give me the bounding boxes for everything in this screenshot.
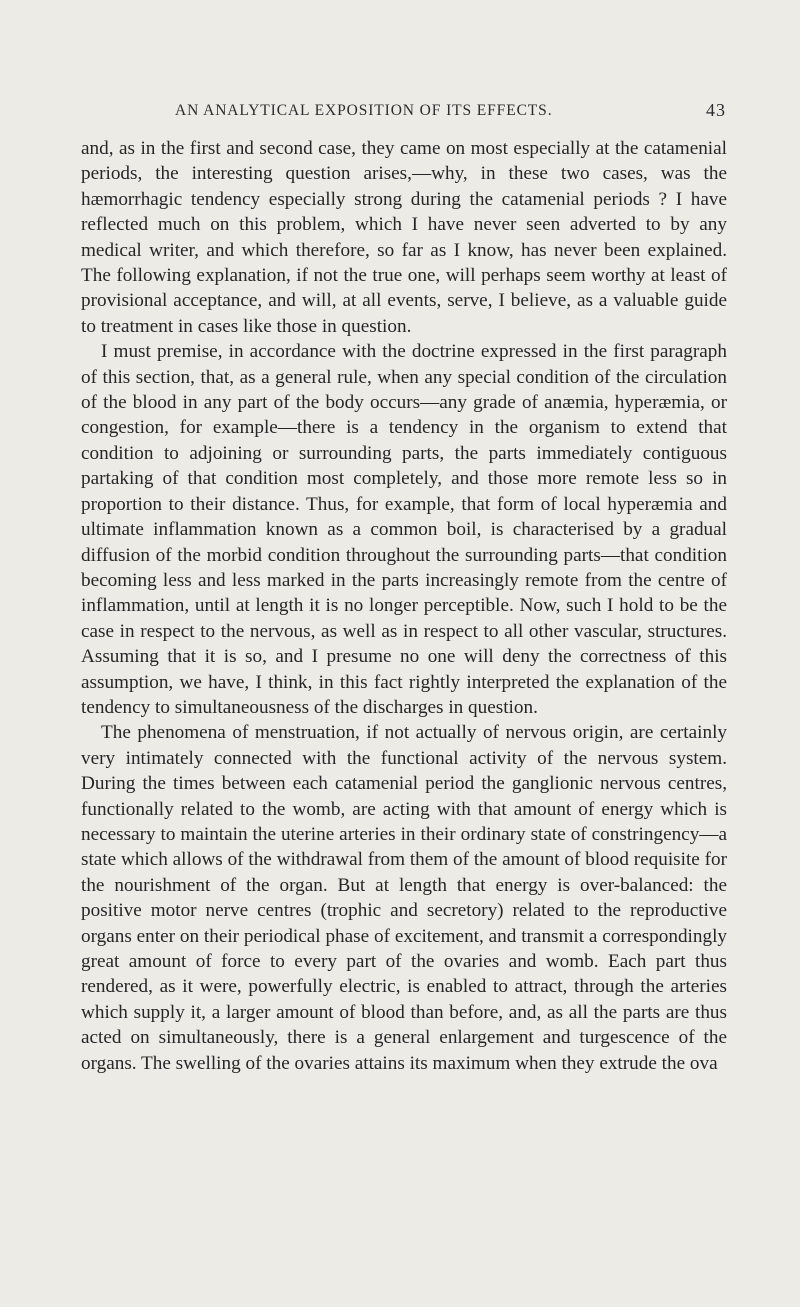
paragraph-continuation: and, as in the first and second case, they came on most especially at the catamenial periods, the interesting question arises,—why, in these two cases, was the hæmorrhagic tendency especially strong during the catamenial periods ? I have reflected much on this problem, which I have never seen adverted to by any medical writer, and which therefore, so far as I know, has never been explained. The following explanation, if not the true one, will perhaps seem worthy at least of provisional acceptance, and will, at all events, serve, I believe, as a valuable guide to treatment in cases like those in question. — [81, 138, 727, 337]
body-text — [81, 136, 727, 1076]
page-number: 43 — [706, 100, 726, 120]
running-title: AN ANALYTICAL EXPOSITION OF ITS EFFECTS. — [175, 102, 553, 119]
running-head — [0, 100, 800, 126]
paragraph-premise: I must premise, in accordance with the doctrine expressed in the first paragraph of this section, that, as a general rule, when any special condition of the circulation of the blood in any part of the body occurs—any grade of anæmia, hyperæmia, or congestion, for example—there is a tendency in the organism to extend that condition to adjoining or surrounding parts, the parts immediately contiguous partaking of that condition most completely, and those more remote less so in proportion to their distance. Thus, for example, that form of local hyperæmia and ultimate inflammation known as a common boil, is characterised by a gradual diffusion of the morbid condition throughout the surrounding parts—that condition becoming less and less marked in the parts increasingly remote from the centre of inflammation, until at length it is no longer perceptible. Now, such I hold to be the case in respect to the nervous, as well as in respect to all other vascular, structures. Assuming that it is so, and I presume no one will deny the correctness of this assumption, we have, I think, in this fact rightly interpreted the explanation of the tendency to simultaneousness of the discharges in question. — [81, 341, 727, 718]
paragraph-menstruation: The phenomena of menstruation, if not actually of nervous origin, are certainly very intimately connected with the functional activity of the nervous system. During the times between each catamenial period the ganglionic nervous centres, functionally related to the womb, are acting with that amount of energy which is necessary to maintain the uterine arteries in their ordinary state of constringency—a state which allows of the withdrawal from them of the amount of blood requisite for the nourishment of the organ. But at length that energy is over-balanced: the positive motor nerve centres (trophic and secretory) related to the reproductive organs enter on their periodical phase of excitement, and transmit a correspondingly great amount of force to every part of the ovaries and womb. Each part thus rendered, as it were, powerfully electric, is enabled to attract, through the arteries which supply it, a larger amount of blood than before, and, as all the parts are thus acted on simultaneously, there is a general enlargement and turgescence of the organs. The swelling of the ovaries attains its maximum when they extrude the ova — [81, 722, 727, 1074]
